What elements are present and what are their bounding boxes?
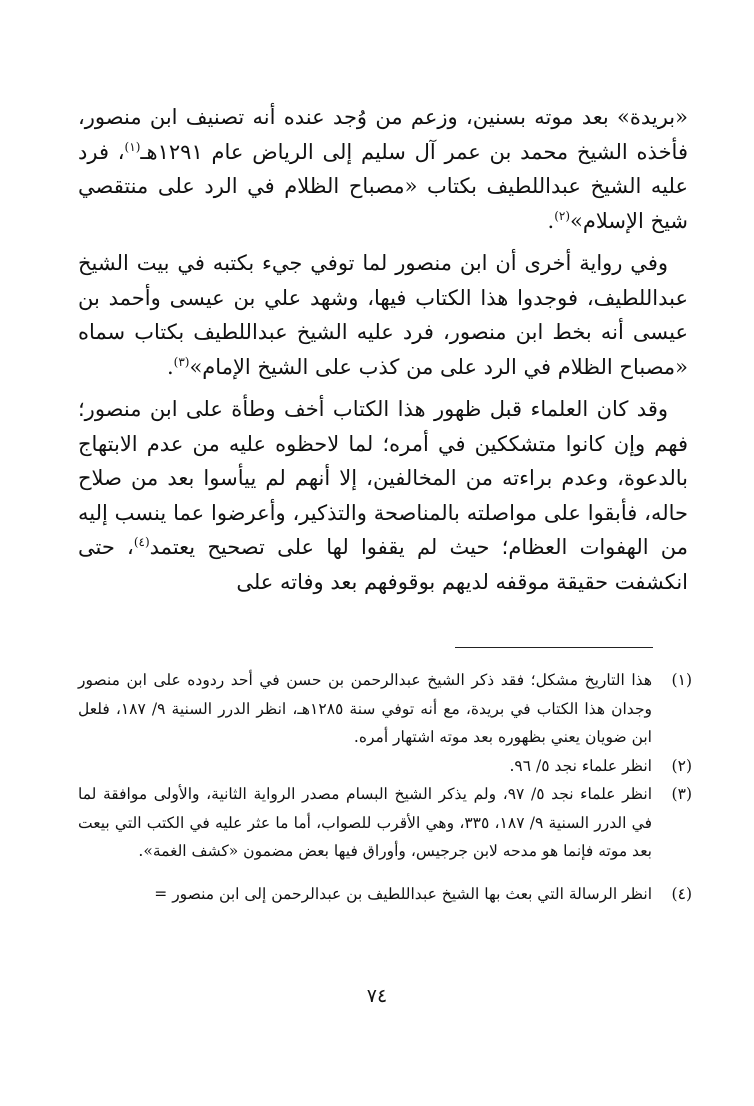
paragraph-2	[78, 246, 688, 384]
paragraph-1-part-c: .	[547, 208, 555, 233]
footnote-ref-3[interactable]: (٣)	[173, 354, 190, 369]
footnotes-section	[78, 666, 692, 908]
footnote-text: انظر الرسالة التي بعث بها الشيخ عبداللطيف بن عبدالرحمن إلى ابن منصور =	[154, 884, 652, 903]
footnote-number: (١)	[671, 671, 692, 689]
paragraph-1-part-b: ، فرد عليه الشيخ عبداللطيف بكتاب «مصباح الظلام في الرد على منتقصي شيخ الإسلام»	[78, 139, 688, 233]
footnote-1	[78, 666, 692, 752]
footnote-number: (٣)	[671, 785, 692, 803]
main-body-text	[78, 100, 688, 607]
footnote-ref-4[interactable]: (٤)	[133, 535, 150, 549]
footnote-separator	[455, 647, 653, 648]
paragraph-1	[78, 100, 688, 238]
footnote-ref-2[interactable]: (٢)	[554, 208, 571, 223]
page-number: ٧٤	[366, 985, 388, 1007]
paragraph-1-part-a: «بريدة» بعد موته بسنين، وزعم من وُجد عنده أنه تصنيف ابن منصور، فأخذه الشيخ محمد بن عمر آل سليم إلى الرياض عام ١٢٩١هـ	[78, 105, 688, 164]
footnote-2	[78, 752, 692, 781]
paragraph-2-part-a: وفي رواية أخرى أن ابن منصور لما توفي جيء بكتبه في بيت الشيخ عبداللطيف، فوجدوا هذا الكتاب فيها، وشهد علي بن عيسى وأحمد بن عيسى أنه بخط ابن منصور، فرد عليه الشيخ عبداللطيف بكتاب سماه «مصباح الظلام في الرد على من كذب على الشيخ الإمام»	[78, 251, 688, 379]
footnote-3	[78, 780, 692, 866]
footnote-text: انظر علماء نجد ٥/ ٩٦.	[509, 756, 652, 775]
paragraph-3	[78, 392, 688, 599]
paragraph-3-part-a: وقد كان العلماء قبل ظهور هذا الكتاب أخف وطأة على ابن منصور؛ فهم وإن كانوا متشككين في أمره؛ لما لاحظوه عليه من عدم الابتهاج بالدعوة، وعدم براءته من المخالفين، إلا أنهم لم ييأسوا بعد من صلاح حاله، فأبقوا على مواصلته بالمناصحة والتذكير، وأعرضوا عما ينسب إليه من الهفوات العظام؛ حيث لم يقفوا لها على تصحيح يعتمد	[78, 397, 689, 559]
footnote-text: انظر علماء نجد ٥/ ٩٧، ولم يذكر الشيخ البسام مصدر الرواية الثانية، والأولى موافقة لما في الدرر السنية ٩/ ١٨٧، ٣٣٥، وهي الأقرب للصواب، أما ما عثر عليه في الكتب التي بيعت بعد موته فإنما هو مدحه لابن جرجيس، وأوراق فيها بعض مضمون «كشف الغمة».	[78, 785, 652, 860]
paragraph-2-part-b: .	[166, 354, 174, 379]
footnote-number: (٤)	[671, 884, 692, 903]
footnote-number: (٢)	[671, 756, 692, 775]
footnote-4	[78, 880, 692, 909]
footnote-text: هذا التاريخ مشكل؛ فقد ذكر الشيخ عبدالرحمن بن حسن في أحد ردوده على ابن منصور وجدان هذا الكتاب في بريدة، مع أنه توفي سنة ١٢٨٥هـ، انظر الدرر السنية ٩/ ١٨٧، فلعل ابن ضويان يعني بظهوره بعد موته اشتهار أمره.	[78, 671, 653, 746]
footnote-ref-1[interactable]: (١)	[124, 139, 141, 154]
paragraph-3-part-b: ، حتى انكشفت حقيقة موقفه لديهم بوقوفهم بعد وفاته على	[78, 535, 688, 594]
